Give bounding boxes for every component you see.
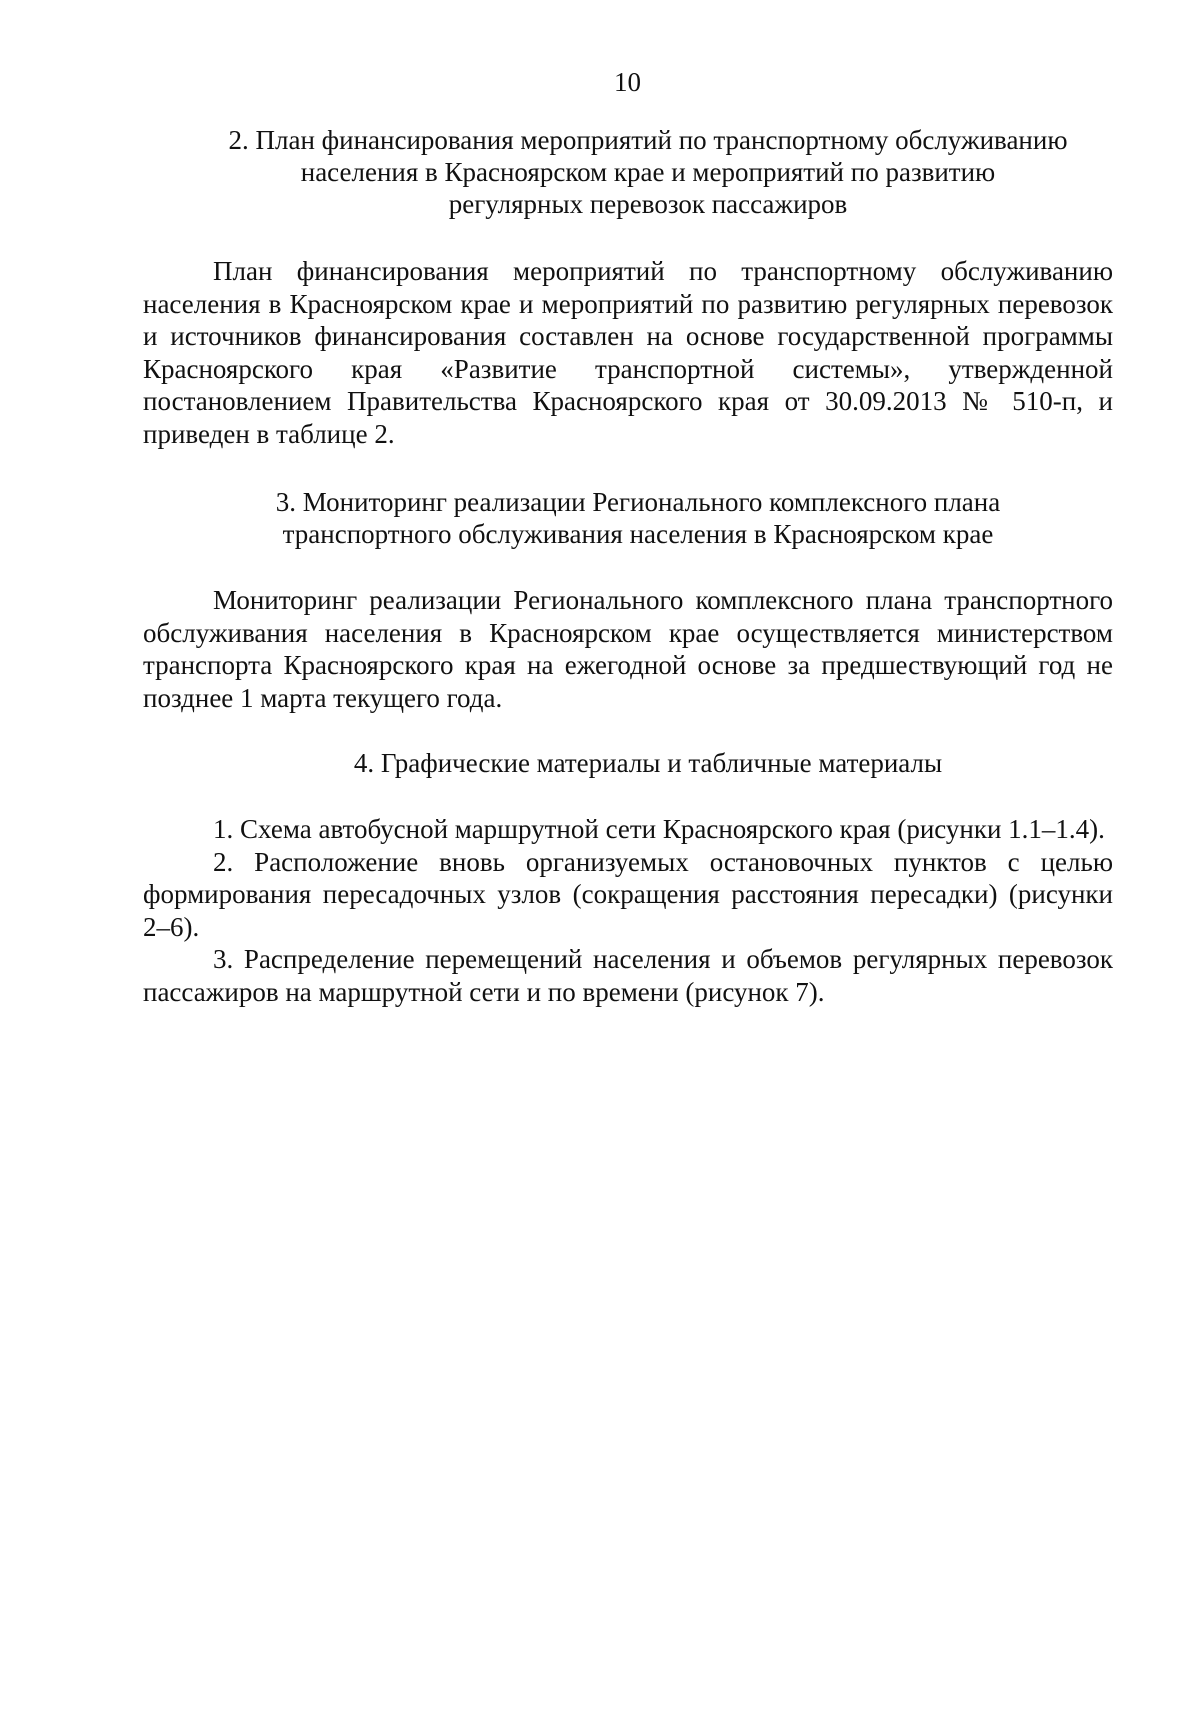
section-2-heading xyxy=(143,124,1113,220)
section-3-heading-line: 3. Мониторинг реализации Регионального комплексного плана xyxy=(275,487,1001,517)
section-2-heading-line: 2. План финансирования мероприятий по транспортному обслуживанию xyxy=(228,125,1068,155)
page-number: 10 xyxy=(614,67,641,97)
section-2-heading-line: регулярных перевозок пассажиров xyxy=(448,189,848,219)
list-item: 3. Распределение перемещений населения и объемов регулярных перевозок пассажиров на маршрутной сети и по времени (рисунок 7). xyxy=(143,944,1113,1007)
section-4-heading: 4. Графические материалы и табличные материалы xyxy=(353,748,943,778)
section-3-heading-line: транспортного обслуживания населения в Красноярском крае xyxy=(282,519,994,549)
section-3-heading xyxy=(143,486,1113,550)
section-2-paragraph: План финансирования мероприятий по транспортному обслуживанию населения в Красноярском крае и мероприятий по развитию регулярных перевозок и источников финансирования составлен на основе государственной программы Красноярского края «Развитие транспортной системы», утвержденной постановлением Правительства Красноярского края от 30.09.2013 № 510-п, и приведен в таблице 2. xyxy=(143,256,1113,449)
section-3-paragraph: Мониторинг реализации Регионального комплексного плана транспортного обслуживания населения в Красноярском крае осуществляется министерством транспорта Красноярского края на ежегодной основе за предшествующий год не позднее 1 марта текущего года. xyxy=(143,585,1113,713)
list-item: 2. Расположение вновь организуемых остановочных пунктов с целью формирования пересадочных узлов (сокращения расстояния пересадки) (рисунки 2–6). xyxy=(143,846,1113,942)
section-4-list xyxy=(143,813,1113,1008)
list-item: 1. Схема автобусной маршрутной сети Красноярского края (рисунки 1.1–1.4). xyxy=(213,814,1105,844)
section-2-heading-line: населения в Красноярском крае и мероприятий по развитию xyxy=(300,157,996,187)
